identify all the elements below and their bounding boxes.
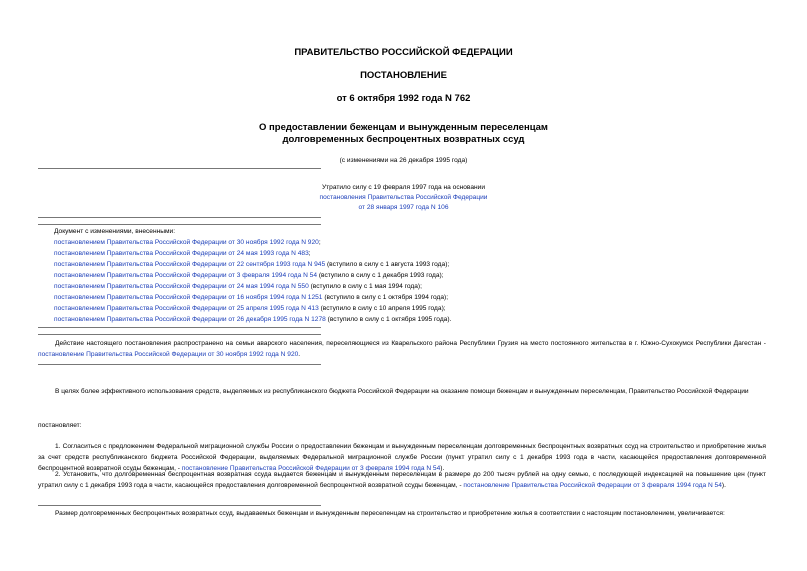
- amendment-tail: ;: [318, 239, 321, 246]
- amendment-item: [54, 314, 451, 325]
- amendment-item: [54, 292, 451, 303]
- document-type-heading: ПОСТАНОВЛЕНИЕ: [360, 70, 447, 81]
- repeal-notice-line: Утратило силу с 19 февраля 1997 года на основании: [321, 184, 486, 191]
- preamble-paragraph: В целях более эффективного использования средств, выделяемых из республиканского бюджета Российской Федерации на оказание помощи беженцам и вынужденным переселенцам, Правительство Российской Федерации: [55, 388, 749, 395]
- date-number-heading: от 6 октября 1992 года N 762: [336, 93, 471, 104]
- amendment-link[interactable]: постановлением Правительства Российской Федерации от 24 мая 1994 года N 550: [54, 283, 309, 290]
- clause-2-text: 2. Установить, что долговременная беспроцентная возвратная ссуда выдается беженцам и вынужденным переселенцам в размере до 200 тысяч рублей на одну семью, с последующей индексацией на повышение цен (пункт утратил силу с 1 декабря 1993 года в части, касающейся предоставления долговременной беспроцентной возвратной ссуды беженцам, -: [38, 471, 766, 489]
- amendment-tail: ;: [308, 250, 311, 257]
- amendments-list: [54, 237, 451, 325]
- clause-2-paragraph: [38, 469, 766, 491]
- extension-paragraph: [38, 338, 766, 360]
- repeal-link-2[interactable]: от 28 января 1997 года N 106: [358, 204, 449, 211]
- amendment-tail: (вступило в силу с 1 мая 1994 года);: [308, 283, 422, 290]
- amendment-tail: (вступило в силу с 1 августа 1993 года);: [325, 261, 450, 268]
- amendments-intro: Документ с изменениями, внесенными:: [54, 228, 176, 235]
- amended-note: (с изменениями на 26 декабря 1995 года): [339, 157, 468, 164]
- extension-text: Действие настоящего постановления распространено на семьи аварского населения, переселяющиеся из Кварельского района Республики Грузия на место постоянного жительства в г. Южно-Сухокумск Республики Дагестан -: [55, 340, 766, 347]
- separator-rule: [38, 224, 321, 225]
- clause-2-tail: ).: [721, 482, 726, 489]
- separator-rule: [38, 364, 321, 365]
- amendment-link[interactable]: постановлением Правительства Российской Федерации от 16 ноября 1994 года N 1251: [54, 294, 323, 301]
- amendment-link[interactable]: постановлением Правительства Российской Федерации от 26 декабря 1995 года N 1278: [54, 316, 326, 323]
- amendment-item: [54, 270, 451, 281]
- resolves-line: постановляет:: [38, 422, 82, 429]
- amendment-item: [54, 303, 451, 314]
- title-line-2: долговременных беспроцентных возвратных ссуд: [282, 134, 525, 145]
- amendment-item: [54, 248, 451, 259]
- separator-rule: [38, 168, 321, 169]
- separator-rule: [38, 327, 321, 328]
- separator-rule: [38, 334, 321, 335]
- amendment-link[interactable]: постановлением Правительства Российской Федерации от 25 апреля 1995 года N 413: [54, 305, 319, 312]
- clause-1-text: 1. Согласиться с предложением Федеральной миграционной службы России о предоставлении беженцам и вынужденным переселенцам долговременных беспроцентных возвратных ссуд на строительство и приобретение жилья за счет средств республиканского бюджета Российской Федерации, выделяемых Федеральной миграционной службе России (пункт утратил силу с 1 декабря 1993 года в части, касающейся предоставления долговременной беспроцентной возвратной ссуды беженцам, -: [38, 443, 766, 472]
- amendment-item: [54, 281, 451, 292]
- clause-1-link[interactable]: постановление Правительства Российской Федерации от 3 февраля 1994 года N 54: [181, 465, 441, 472]
- amendment-tail: (вступило в силу с 1 октября 1995 года).: [325, 316, 452, 323]
- clause-2-subparagraph: Размер долговременных беспроцентных возвратных ссуд, выдаваемых беженцам и вынужденным переселенцам на строительство и приобретение жилья в соответствии с настоящим постановлением, увеличивается:: [55, 510, 725, 517]
- clause-1-tail: ).: [440, 465, 445, 472]
- authority-heading: ПРАВИТЕЛЬСТВО РОССИЙСКОЙ ФЕДЕРАЦИИ: [294, 47, 513, 58]
- amendment-link[interactable]: постановлением Правительства Российской Федерации от 3 февраля 1994 года N 54: [54, 272, 318, 279]
- separator-rule: [38, 505, 321, 506]
- amendment-tail: (вступило в силу с 1 декабря 1993 года);: [317, 272, 444, 279]
- amendment-tail: (вступило в силу с 1 октября 1994 года);: [322, 294, 449, 301]
- repeal-link-1[interactable]: постановления Правительства Российской Федерации: [319, 194, 488, 201]
- amendment-item: [54, 259, 451, 270]
- extension-link[interactable]: постановление Правительства Российской Федерации от 30 ноября 1992 года N 920: [38, 351, 299, 358]
- title-line-1: О предоставлении беженцам и вынужденным переселенцам: [259, 122, 548, 133]
- amendment-item: [54, 237, 451, 248]
- amendment-link[interactable]: постановлением Правительства Российской Федерации от 30 ноября 1992 года N 920: [54, 239, 319, 246]
- amendment-link[interactable]: постановлением Правительства Российской Федерации от 22 сентября 1993 года N 945: [54, 261, 326, 268]
- amendment-link[interactable]: постановлением Правительства Российской Федерации от 24 мая 1993 года N 483: [54, 250, 309, 257]
- extension-tail: .: [298, 351, 301, 358]
- clause-2-link[interactable]: постановление Правительства Российской Федерации от 3 февраля 1994 года N 54: [463, 482, 722, 489]
- separator-rule: [38, 217, 321, 218]
- amendment-tail: (вступило в силу с 10 апреля 1995 года);: [318, 305, 446, 312]
